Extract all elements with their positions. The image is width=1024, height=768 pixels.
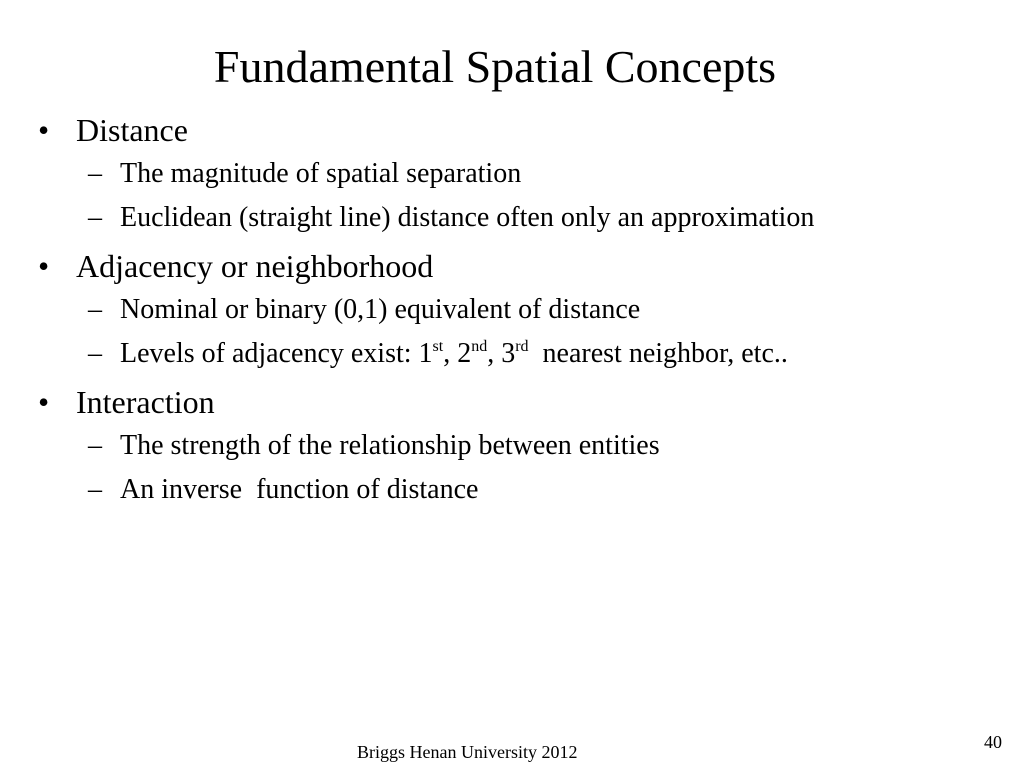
- sub-bullet: [0, 152, 1024, 196]
- bullet-distance: [0, 108, 1024, 152]
- slide-footer: Briggs Henan University 2012: [357, 742, 578, 762]
- bullet-text: Interaction: [76, 384, 215, 420]
- bullet-marker: •: [38, 248, 50, 284]
- levels-mid-2: , 3: [487, 338, 516, 369]
- levels-suffix: nearest neighbor, etc..: [528, 338, 788, 369]
- bullet-text: Distance: [76, 112, 188, 148]
- ordinal-suffix-nd: nd: [471, 338, 488, 355]
- page-number: 40: [984, 732, 1002, 752]
- slide-title: Fundamental Spatial Concepts: [213, 41, 777, 92]
- levels-prefix: Levels of adjacency exist: 1: [120, 338, 433, 369]
- sub-bullet-marker: –: [88, 158, 102, 189]
- sub-bullet: [0, 196, 1024, 240]
- sub-bullet-text: Nominal or binary (0,1) equivalent of distance: [120, 294, 641, 325]
- sub-bullet-levels: [0, 332, 1024, 376]
- sub-bullet-text: Euclidean (straight line) distance often only an approximation: [120, 202, 815, 233]
- sub-bullet-marker: –: [88, 202, 102, 233]
- sub-bullet-marker: –: [88, 430, 102, 461]
- bullet-marker: •: [38, 384, 50, 420]
- sub-bullet: [0, 288, 1024, 332]
- sub-bullet: [0, 468, 1024, 512]
- ordinal-suffix-rd: rd: [515, 338, 529, 355]
- bullet-adjacency: [0, 244, 1024, 288]
- levels-mid-1: , 2: [443, 338, 472, 369]
- sub-bullet-text: The magnitude of spatial separation: [120, 158, 522, 189]
- sub-bullet-marker: –: [88, 474, 102, 505]
- bullet-list: [0, 108, 1024, 512]
- sub-bullet-text: An inverse function of distance: [120, 474, 479, 505]
- sub-bullet: [0, 424, 1024, 468]
- bullet-interaction: [0, 380, 1024, 424]
- sub-bullet-marker: –: [88, 294, 102, 325]
- sub-bullet-text: The strength of the relationship between entities: [120, 430, 660, 461]
- bullet-text: Adjacency or neighborhood: [76, 248, 434, 284]
- sub-bullet-marker: –: [88, 338, 102, 369]
- ordinal-suffix-st: st: [432, 338, 444, 355]
- bullet-marker: •: [38, 112, 50, 148]
- sub-bullet-text: [120, 332, 788, 376]
